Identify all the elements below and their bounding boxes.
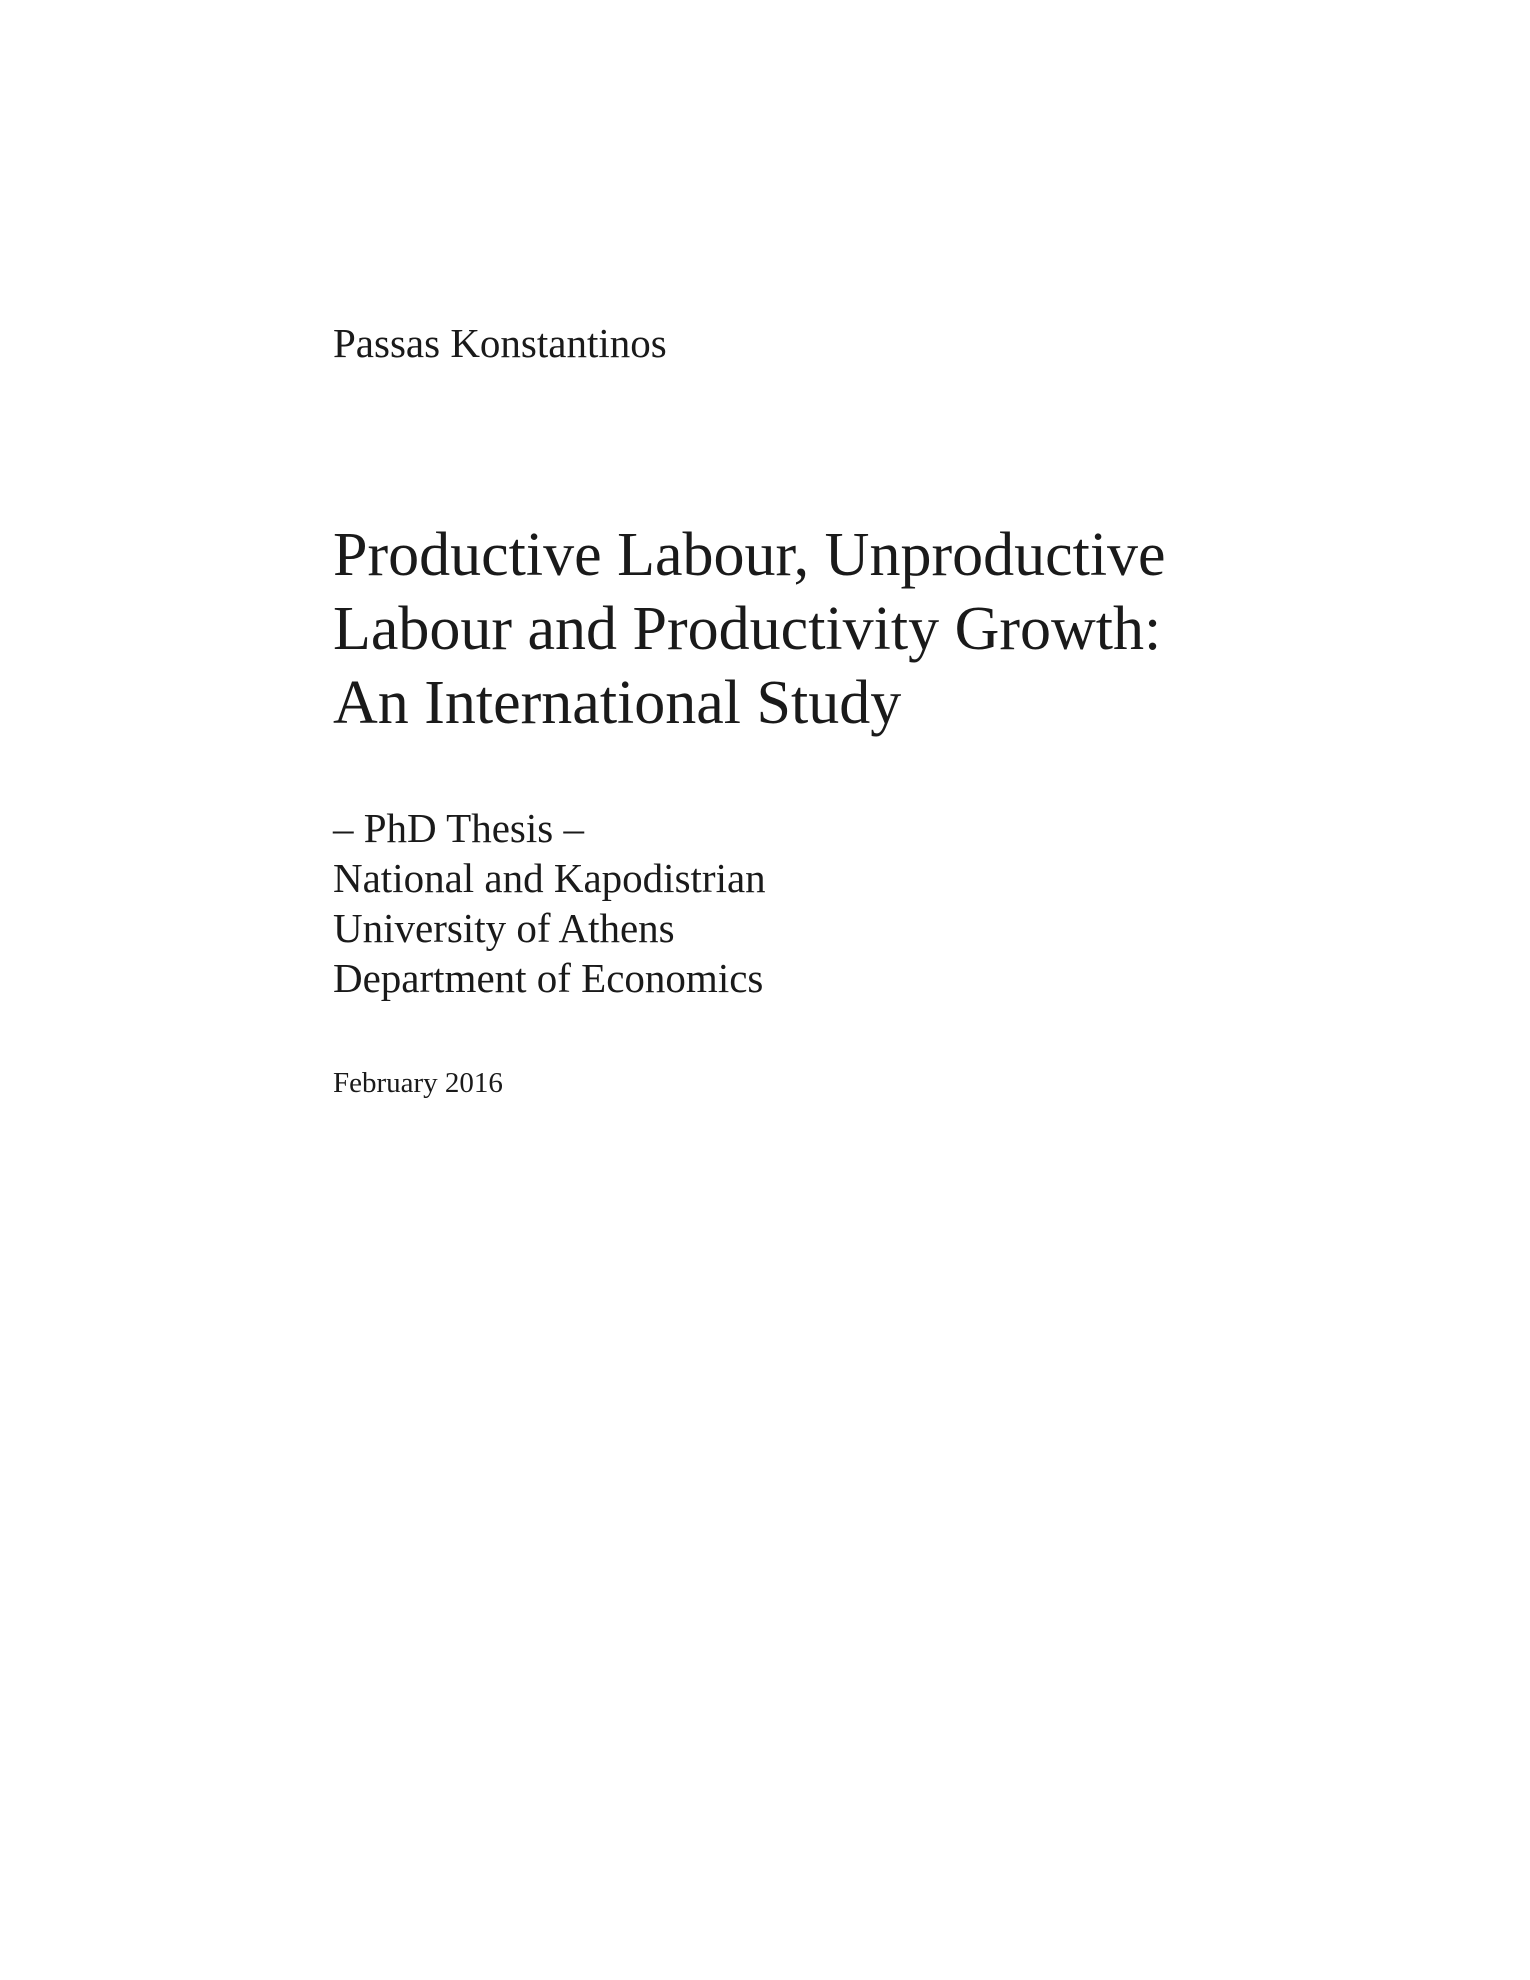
- thesis-title-line-3: An International Study: [333, 669, 902, 737]
- department-name: Department of Economics: [333, 955, 764, 1001]
- thesis-title-line-1: Productive Labour, Unproductive: [333, 521, 1166, 589]
- submission-date: February 2016: [333, 1067, 503, 1099]
- thesis-title: [333, 518, 1166, 740]
- title-page-content: [333, 318, 1333, 1099]
- university-name-line-2: University of Athens: [333, 905, 675, 951]
- author-name: Passas Konstantinos: [333, 320, 667, 366]
- thesis-institution-block: [333, 803, 766, 1003]
- university-name-line-1: National and Kapodistrian: [333, 855, 766, 901]
- thesis-type-label: – PhD Thesis –: [333, 805, 584, 851]
- thesis-title-line-2: Labour and Productivity Growth:: [333, 595, 1162, 663]
